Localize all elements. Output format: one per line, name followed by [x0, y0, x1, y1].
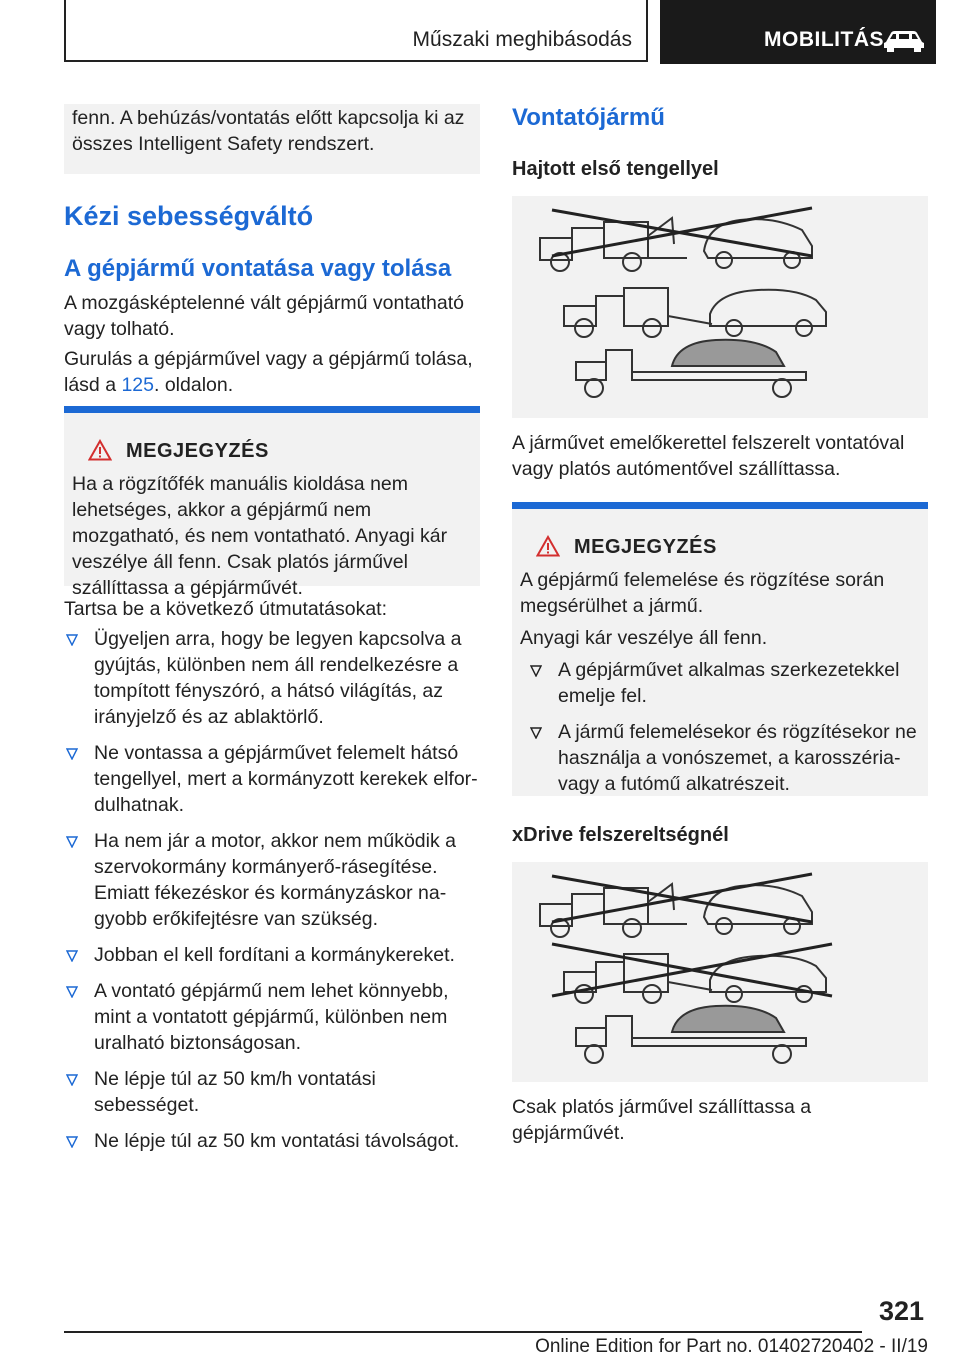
note-header	[520, 535, 920, 559]
chapter-tab	[660, 0, 936, 64]
list-item	[64, 626, 480, 730]
list-item-text: Ne vontassa a gépjárművet felemelt hátsó tengellyel, mert a kormányzott kerekek elfordulhatnak.	[94, 742, 478, 816]
note-text: Anyagi kár veszélye áll fenn.	[520, 627, 768, 649]
bullet-triangle-icon	[66, 836, 78, 848]
list-item-text: Ha nem jár a motor, akkor nem működik a szervokormány kormányerő-rásegítése. Emiatt fékezéskor és kormányzáskor nagyobb erőkifejtésre van szükség.	[94, 830, 456, 930]
subheading-xdrive: xDrive felszereltségnél	[512, 824, 729, 846]
list-intro: Tartsa be a következő útmutatásokat:	[64, 598, 388, 620]
bullet-triangle-icon	[530, 665, 542, 677]
list-item	[64, 1128, 480, 1154]
note-title: MEGJEGYZÉS	[574, 536, 717, 558]
note-header	[72, 439, 472, 463]
caption-2: Csak platós járművel szállíttassa a gépjárművét.	[512, 1096, 812, 1144]
page-number: 321	[878, 1296, 924, 1326]
subheading-front-axle: Hajtott első tengellyel	[512, 158, 719, 180]
page-link-125[interactable]: 125	[121, 374, 154, 396]
car-icon	[882, 28, 926, 52]
towing-illustration-1	[512, 196, 928, 418]
header-section-box	[64, 0, 648, 62]
list-item-text: Jobban el kell fordítani a kormánykereket.	[94, 944, 455, 966]
bullet-triangle-icon	[66, 634, 78, 646]
intro-box	[64, 104, 480, 174]
list-item	[64, 1066, 480, 1118]
warning-icon	[88, 439, 112, 461]
heading-manual-gearbox: Kézi sebességváltó	[64, 201, 314, 231]
towing-diagram-allowed	[512, 196, 928, 418]
rolling-text: Gurulás a gépjárművel vagy a gépjármű tolása, lásd a	[64, 348, 473, 396]
list-item	[528, 719, 920, 797]
bullet-triangle-icon	[66, 1136, 78, 1148]
instructions-list	[64, 626, 480, 1164]
note-title: MEGJEGYZÉS	[126, 440, 269, 462]
warning-icon	[536, 535, 560, 557]
bullet-triangle-icon	[66, 748, 78, 760]
list-item-text: A jármű felemelésekor és rögzítésekor ne használja a vonószemet, a karosszéria- vagy a futómű alkatrészeit.	[558, 721, 917, 795]
towing-diagram-xdrive	[512, 862, 928, 1082]
bullet-triangle-icon	[66, 1074, 78, 1086]
section-title: Műszaki meghibásodás	[412, 28, 632, 51]
intro-text: fenn. A behúzás/vontatás előtt kapcsolja ki az összes Intelligent Safety rendszert.	[72, 107, 465, 155]
towing-illustration-2	[512, 862, 928, 1082]
note-text: A gépjármű felemelése és rögzítése során megsérülhet a jármű.	[520, 569, 885, 617]
list-item	[64, 942, 480, 968]
footer-divider	[64, 1331, 862, 1333]
bullet-triangle-icon	[66, 950, 78, 962]
heading-tow-vehicle: Vontatójármű	[512, 104, 665, 131]
bullet-triangle-icon	[530, 727, 542, 739]
list-item-text: Ne lépje túl az 50 km vontatási távolságot.	[94, 1130, 460, 1152]
list-item-text: A gépjárművet alkalmas szerkezetekkel emelje fel.	[558, 659, 900, 707]
list-item	[64, 978, 480, 1056]
chapter-label: MOBILITÁS	[764, 28, 884, 51]
edition-note: Online Edition for Part no. 01402720402 - II/19	[535, 1336, 928, 1357]
list-item	[64, 828, 480, 932]
list-item	[64, 740, 480, 818]
note-text: Ha a rögzítőfék manuális kioldása nem lehetséges, akkor a gépjármű nem mozgatható, és nem vontatható. Anyagi kár veszélye áll fenn. Csak platós járművel szállíttassa a gépjárművét.	[72, 473, 448, 599]
heading-towing: A gépjármű vontatása vagy tolása	[64, 255, 452, 282]
rolling-text-end: . oldalon.	[154, 374, 234, 396]
list-item-text: Ne lépje túl az 50 km/h vontatási sebességet.	[94, 1068, 376, 1116]
list-item-text: A vontató gépjármű nem lehet könnyebb, mint a vontatott gépjármű, különben nem uralható biztonságosan.	[94, 980, 449, 1054]
rolling-paragraph	[64, 346, 480, 398]
note-bullets	[520, 657, 920, 797]
note-box-left	[64, 406, 480, 599]
list-item-text: Ügyeljen arra, hogy be legyen kapcsolva a gyújtás, különben nem áll rendelkezésre a tompított fényszóró, a hátsó világítás, az irányjelző és az ablaktörlő.	[94, 628, 462, 728]
note-box-right	[512, 502, 928, 796]
caption-1: A járművet emelőkerettel felszerelt vontatóval vagy platós autómentővel szállíttassa.	[512, 432, 905, 480]
bullet-triangle-icon	[66, 986, 78, 998]
towing-paragraph: A mozgásképtelenné vált gépjármű vontatható vagy tolható.	[64, 292, 465, 340]
list-item	[528, 657, 920, 709]
